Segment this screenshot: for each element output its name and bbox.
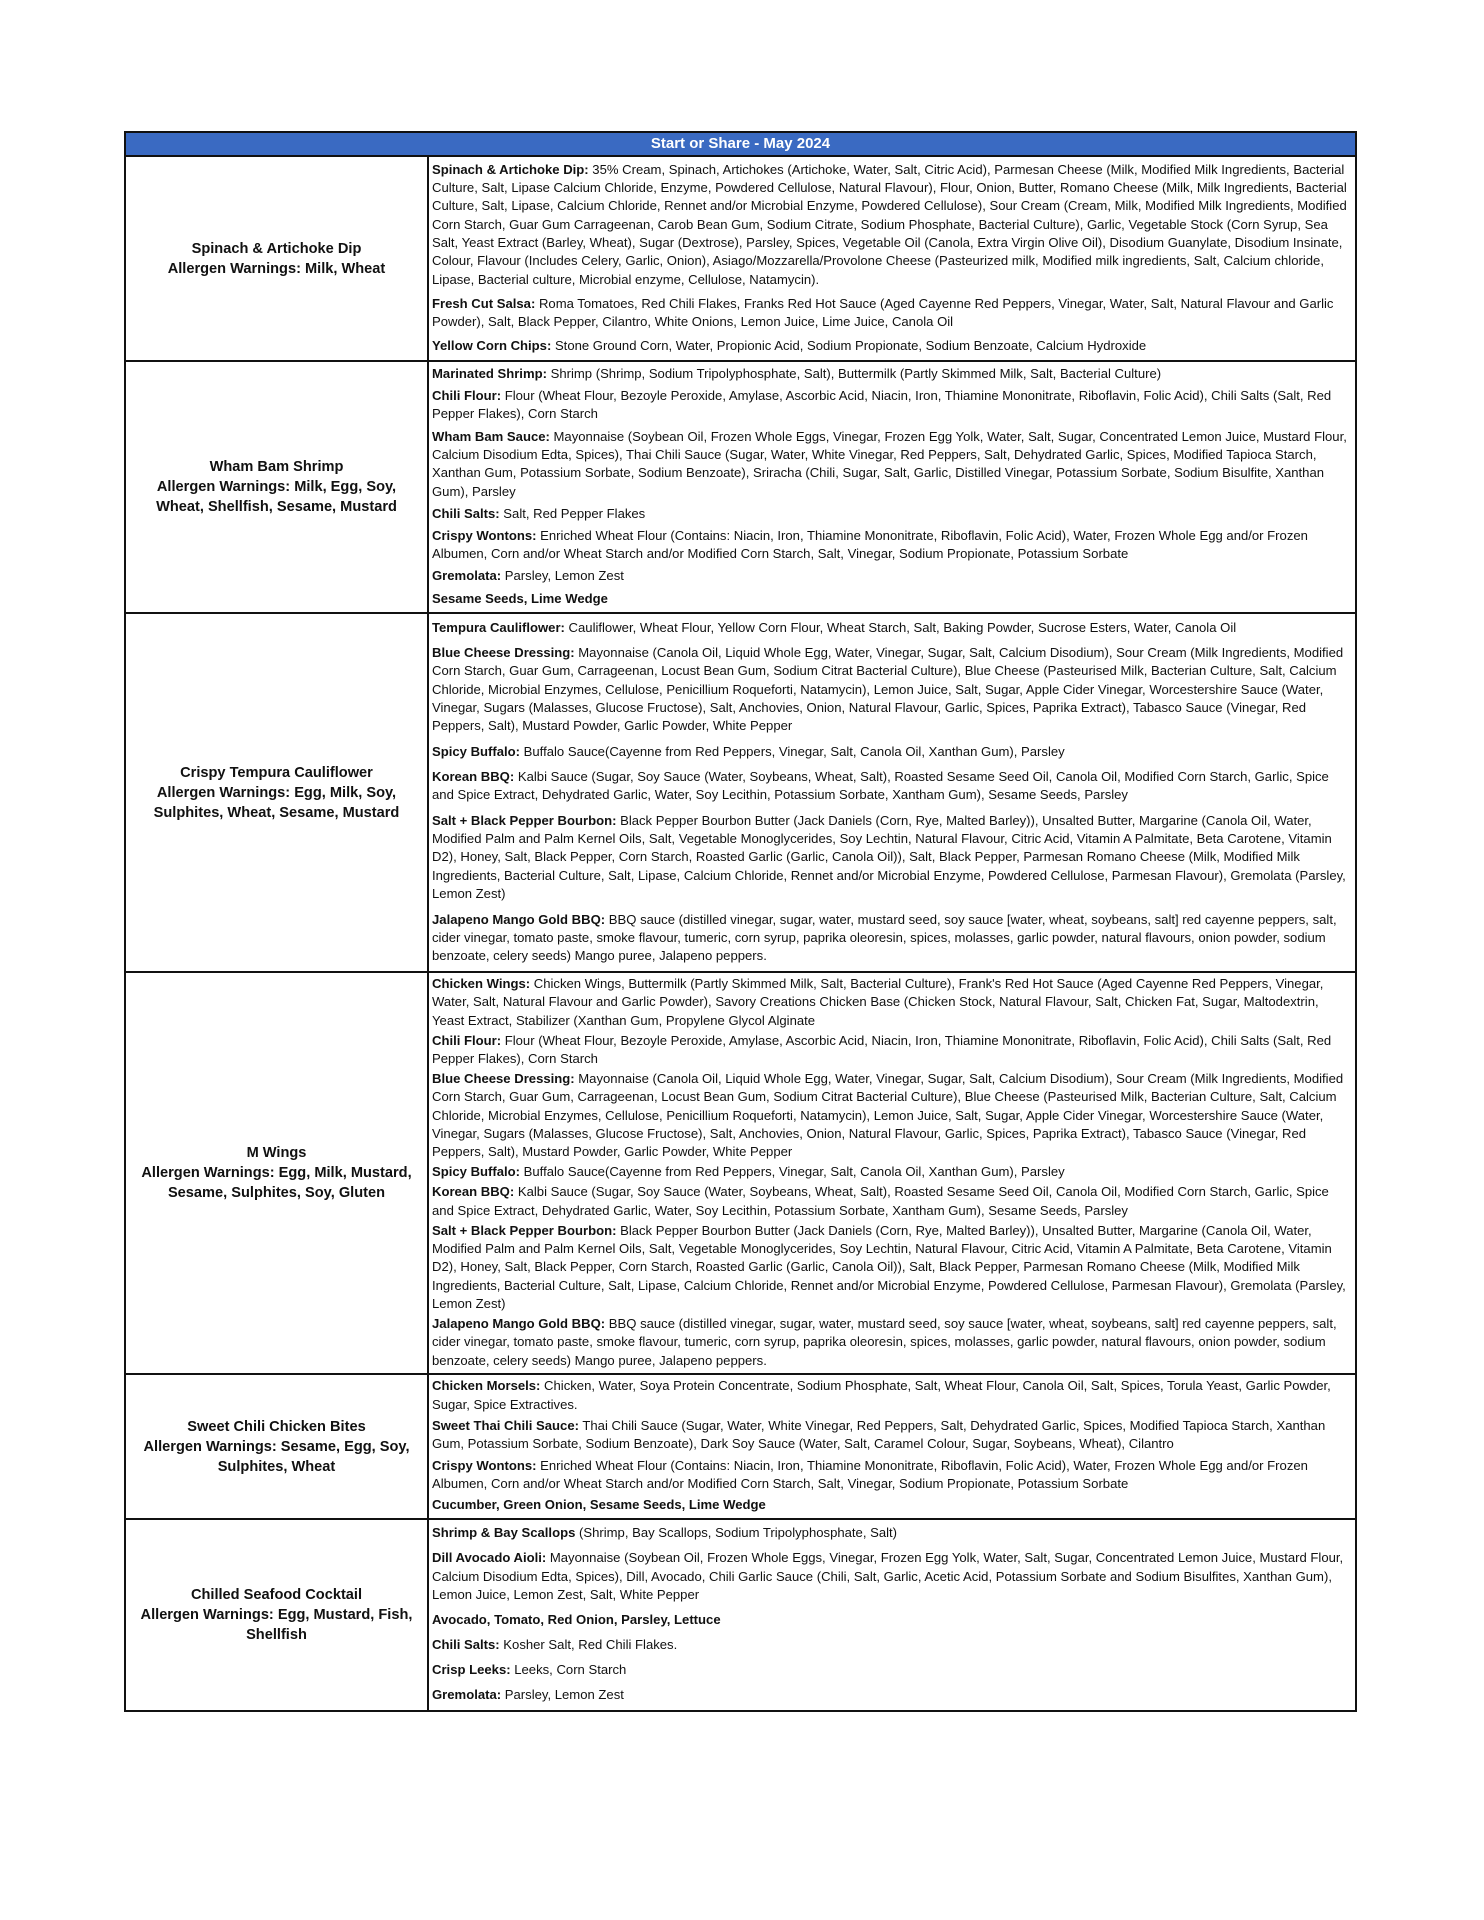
table-row [126,973,1355,1375]
ingredient-entry [432,1377,1352,1414]
component-ingredients: Shrimp (Shrimp, Sodium Tripolyphosphate, Salt), Buttermilk (Partly Skimmed Milk, Salt, Bacterial Culture) [546,365,1162,381]
component-ingredients: Chicken Wings, Buttermilk (Partly Skimmed Milk, Salt, Bacterial Culture), Frank's Red Hot Sauce (Aged Cayenne Red Peppers, Vinegar, Water, Salt, Natural Flavour and Garlic Powder), Savory Creations Chicken Base (Chicken Stock, Natural Flavour, Salt, Chicken Fat, Sugar, Maltodextrin, Yeast Extract, Stabilizer (Xanthan Gum, Propylene Glycol Alginate [432,975,1324,1028]
component-ingredients: Enriched Wheat Flour (Contains: Niacin, Iron, Thiamine Mononitrate, Riboflavin, Folic Acid), Water, Frozen Whole Egg and/or Frozen Albumen, Corn and/or Wheat Starch and/or Modified Corn Starch, Salt, Vinegar, Sodium Propionate, Potassium Sorbate [432,1457,1308,1491]
ingredient-entry [432,1417,1352,1454]
component-label: Chili Flour: [432,388,502,404]
component-label: Spinach & Artichoke Dip: [432,161,589,177]
menu-item-cell [126,1375,429,1518]
ingredient-entry [432,337,1352,355]
ingredient-entry [432,1183,1352,1220]
component-label: Chili Flour: [432,1032,502,1048]
component-ingredients: Kalbi Sauce (Sugar, Soy Sauce (Water, Soybeans, Wheat, Salt), Roasted Sesame Seed Oil, Canola Oil, Modified Corn Starch, Garlic, Spice and Spice Extract, Dehydrated Garlic, Water, Soy Lecithin, Potassium Sorbate, Xantham Gum), Sesame Seeds, Parsley [432,1184,1329,1218]
ingredients-cell [429,973,1355,1373]
ingredient-entry [432,1070,1352,1161]
allergen-warning-line: Shellfish [246,1627,307,1643]
ingredients-cell [429,362,1355,612]
component-ingredients: Kalbi Sauce (Sugar, Soy Sauce (Water, Soybeans, Wheat, Salt), Roasted Sesame Seed Oil, Canola Oil, Modified Corn Starch, Garlic, Spice and Spice Extract, Dehydrated Garlic, Water, Soy Lecithin, Potassium Sorbate, Xantham Gum), Sesame Seeds, Parsley [432,769,1329,803]
allergen-warning-line: Sulphites, Wheat [217,1458,336,1475]
component-ingredients: Salt, Red Pepper Flakes [499,505,646,521]
ingredient-entry [432,1636,1352,1654]
component-label: Crisp Leeks: [432,1662,511,1678]
ingredient-entry [432,387,1352,424]
table-row [126,362,1355,614]
component-label: Crispy Wontons: [432,527,537,543]
component-label: Blue Cheese Dressing: [432,645,575,661]
allergen-warning-line: Allergen Warnings: Egg, Mustard, Fish, [140,1607,413,1623]
ingredient-entry [432,768,1352,805]
component-label: Wham Bam Sauce: [432,428,550,444]
component-label: Sweet Thai Chili Sauce: [432,1418,579,1434]
component-ingredients: Mayonnaise (Canola Oil, Liquid Whole Egg, Water, Vinegar, Sugar, Salt, Calcium Disodium), Sour Cream (Milk Ingredients, Modified Corn Starch, Guar Gum, Carrageenan, Locust Bean Gum, Sodium Citrat Bacterial Culture), Blue Cheese (Pasteurised Milk, Bacterian Culture, Salt, Calcium Chloride, Microbial Enzymes, Cellulose, Penicillium Roqueforti, Natamycin), Lemon Juice, Salt, Sugar, Apple Cider Vinegar, Worcestershire Sauce (Water, Vinegar, Sugars (Malasses, Glucose Fructose), Salt, Anchovies, Onion, Natural Flavour, Garlic, Spices, Paprika Extract), Tabasco Sauce (Vinegar, Red Peppers, Salt), Mustard Powder, Garlic Powder, White Pepper [432,645,1344,734]
table-title: Start or Share - May 2024 [126,133,1355,157]
ingredient-entry [432,1315,1352,1370]
table-row [126,614,1355,973]
component-label: Salt + Black Pepper Bourbon: [432,1222,617,1238]
component-ingredients: Black Pepper Bourbon Butter (Jack Daniels (Corn, Rye, Malted Barley)), Unsalted Butter, Margarine (Canola Oil, Water, Modified Palm and Palm Kernel Oils, Salt, Vegetable Monoglycerides, Soy Lechtin, Natural Flavour, Citric Acid, Vitamin A Palmitate, Beta Carotene, Vitamin D2), Honey, Salt, Black Pepper, Corn Starch, Roasted Garlic (Garlic, Canola Oil)), Salt, Black Pepper, Parmesan Romano Cheese (Milk, Modified Milk Ingredients, Bacterial Culture, Salt, Lipase, Calcium Chloride, Rennet and/or Microbial Enzyme, Powdered Cellulose, Parmesan Flavour), Gremolata (Parsley, Lemon Zest) [432,812,1346,902]
component-ingredients: Chicken, Water, Soya Protein Concentrate, Sodium Phosphate, Salt, Wheat Flour, Canola Oil, Salt, Spices, Torula Yeast, Garlic Powder, Sugar, Spice Extractives. [432,1378,1331,1412]
ingredients-cell [429,1520,1355,1710]
component-ingredients: Mayonnaise (Soybean Oil, Frozen Whole Eggs, Vinegar, Frozen Egg Yolk, Water, Salt, Sugar, Concentrated Lemon Juice, Mustard Flour, Calcium Disodium Edta, Spices), Thai Chili Sauce (Sugar, Water, White Vinegar, Red Peppers, Salt, Dehydrated Garlic, Spices, Modified Tapioca Starch, Xanthan Gum, Potassium Sorbate, Sodium Benzoate), Sriracha (Chili, Sugar, Salt, Garlic, Distilled Vinegar, Potassium Sorbate, Sodium Bisulfite, Xanthan Gum), Parsley [432,428,1347,499]
ingredient-entry [432,911,1352,966]
menu-item-cell [126,157,429,360]
component-label: Dill Avocado Aioli: [432,1550,547,1566]
ingredient-entry [432,428,1352,501]
ingredient-entry [432,1611,1352,1629]
table-body [126,157,1355,1710]
component-label: Chicken Wings: [432,975,531,991]
component-ingredients: Mayonnaise (Canola Oil, Liquid Whole Egg, Water, Vinegar, Sugar, Salt, Calcium Disodium), Sour Cream (Milk Ingredients, Modified Corn Starch, Guar Gum, Carrageenan, Locust Bean Gum, Sodium Citrat Bacterial Culture), Blue Cheese (Pasteurised Milk, Bacterian Culture, Salt, Calcium Chloride, Microbial Enzymes, Cellulose, Penicillium Roqueforti, Natamycin), Lemon Juice, Salt, Sugar, Apple Cider Vinegar, Worcestershire Sauce (Water, Vinegar, Sugars (Malasses, Glucose Fructose), Salt, Anchovies, Onion, Natural Flavour, Garlic, Spices, Paprika Extract), Tabasco Sauce (Vinegar, Red Peppers, Salt), Mustard Powder, Garlic Powder, White Pepper [432,1071,1344,1160]
component-ingredients: (Shrimp, Bay Scallops, Sodium Tripolyphosphate, Salt) [575,1525,898,1541]
component-ingredients: BBQ sauce (distilled vinegar, sugar, water, mustard seed, soy sauce [water, wheat, soybeans, salt] red cayenne peppers, salt, cider vinegar, tomato paste, smoke flavour, tumeric, corn syrup, paprika oleoresin, spices, molasses, garlic powder, natural flavours, onion powder, sodium benzoate, celery seeds) Mango puree, Jalapeno peppers. [432,911,1337,964]
component-label: Yellow Corn Chips: [432,337,552,353]
component-label: Salt + Black Pepper Bourbon: [432,812,617,828]
allergen-warning-line: Allergen Warnings: Milk, Wheat [167,260,386,277]
component-ingredients: Roma Tomatoes, Red Chili Flakes, Franks Red Hot Sauce (Aged Cayenne Red Peppers, Vinegar, Water, Salt, Natural Flavour and Garlic Powder), Salt, Black Pepper, Cilantro, White Onions, Lemon Juice, Lime Juice, Canola Oil [432,295,1334,329]
component-label: Spicy Buffalo: [432,743,521,759]
component-label: Fresh Cut Salsa: [432,295,536,311]
component-ingredients: BBQ sauce (distilled vinegar, sugar, water, mustard seed, soy sauce [water, wheat, soybeans, salt] red cayenne peppers, salt, cider vinegar, tomato paste, smoke flavour, tumeric, corn syrup, paprika oleoresin, spices, molasses, garlic powder, natural flavours, onion powder, sodium benzoate, celery seeds) Mango puree, Jalapeno peppers. [432,1316,1337,1368]
ingredient-entry [432,1686,1352,1704]
menu-item-cell [126,1520,429,1710]
component-label: Chili Salts: [432,505,500,521]
component-label: Blue Cheese Dressing: [432,1071,575,1087]
component-ingredients: Black Pepper Bourbon Butter (Jack Daniels (Corn, Rye, Malted Barley)), Unsalted Butter, Margarine (Canola Oil, Water, Modified Palm and Palm Kernel Oils, Salt, Vegetable Monoglycerides, Soy Lechtin, Natural Flavour, Citric Acid, Vitamin A Palmitate, Beta Carotene, Vitamin D2), Honey, Salt, Black Pepper, Corn Starch, Roasted Garlic (Garlic, Canola Oil)), Salt, Black Pepper, Parmesan Romano Cheese (Milk, Modified Milk Ingredients, Bacterial Culture, Salt, Lipase, Calcium Chloride, Rennet and/or Microbial Enzyme, Powdered Cellulose, Parmesan Flavour), Gremolata (Parsley, Lemon Zest) [432,1222,1346,1312]
component-label: Tempura Cauliflower: [432,619,565,635]
component-ingredients: Flour (Wheat Flour, Bezoyle Peroxide, Amylase, Ascorbic Acid, Niacin, Iron, Thiamine Mononitrate, Riboflavin, Folic Acid), Chili Salts (Salt, Red Pepper Flakes), Corn Starch [432,388,1332,422]
menu-item-name: M Wings [246,1145,307,1161]
ingredient-entry [432,295,1352,332]
menu-item-name: Wham Bam Shrimp [209,459,344,475]
component-label: Chili Salts: [432,1637,500,1653]
ingredient-entry [432,644,1352,735]
allergen-warning-line: Sesame, Sulphites, Soy, Gluten [167,1185,386,1201]
menu-item-cell [126,362,429,612]
component-ingredients: 35% Cream, Spinach, Artichokes (Artichoke, Water, Salt, Citric Acid), Parmesan Cheese (Milk, Modified Milk Ingredients, Bacterial Culture, Salt, Lipase Calcium Chloride, Enzyme, Powdered Cellulose, Natural Flavour), Flour, Onion, Butter, Romano Cheese (Milk, Milk Ingredients, Bacterial Culture, Salt, Lipase, Calcium Chloride, Rennet and/or Microbial Enzyme, Powdered Cellulose), Sour Cream (Cream, Milk, Modified Milk Ingredients, Modified Corn Starch, Guar Gum Carrageenan, Carob Bean Gum, Sodium Citrate, Sodium Phosphate, Bacterial Culture), Garlic, Vegetable Stock (Corn Syrup, Sea Salt, Yeast Extract (Barley, Wheat), Sugar (Dextrose), Parsley, Spices, Vegetable Oil (Canola, Extra Virgin Olive Oil), Disodium Guanylate, Disodium Insinate, Colour, Flavour (Includes Celery, Garlic, Onion), Asiago/Mozzarella/Provolone Cheese (Pasteurized milk, Modified milk ingredients, Salt, Calcium chloride, Lipase, Bacterial culture, Microbial enzyme, Cellulose, Natamycin). [432,161,1347,287]
component-label: Shrimp & Bay Scallops [432,1525,576,1541]
ingredients-cell [429,614,1355,971]
ingredient-entry [432,1524,1352,1542]
menu-item-name: Chilled Seafood Cocktail [190,1587,363,1603]
allergen-warning-line: Allergen Warnings: Milk, Egg, Soy, [156,479,397,495]
ingredient-entry [432,975,1352,1030]
allergen-warning-line: Sulphites, Wheat, Sesame, Mustard [153,804,400,821]
ingredient-entry [432,1457,1352,1494]
component-ingredients: Buffalo Sauce(Cayenne from Red Peppers, Vinegar, Salt, Canola Oil, Xanthan Gum), Parsley [520,1164,1065,1180]
ingredient-entry [432,527,1352,564]
menu-item-name: Spinach & Artichoke Dip [191,240,362,257]
menu-item-name: Sweet Chili Chicken Bites [187,1418,366,1435]
allergen-table [124,131,1357,1712]
component-label: Avocado, Tomato, Red Onion, Parsley, Lettuce [432,1612,721,1628]
component-ingredients: Mayonnaise (Soybean Oil, Frozen Whole Eggs, Vinegar, Frozen Egg Yolk, Water, Salt, Sugar, Concentrated Lemon Juice, Mustard Flour, Calcium Disodium Edta, Spices), Dill, Avocado, Chili Garlic Sauce (Chili, Salt, Garlic, Acetic Acid, Potassium Sorbate and Sodium Bisulfites, Xanthan Gum), Lemon Juice, Lemon Zest, Salt, White Pepper [432,1550,1344,1603]
component-label: Jalapeno Mango Gold BBQ: [432,911,606,927]
ingredient-entry [432,619,1352,637]
ingredient-entry [432,365,1352,383]
ingredient-entry [432,1549,1352,1604]
ingredients-cell [429,157,1355,360]
allergen-warning-line: Allergen Warnings: Sesame, Egg, Soy, [143,1438,410,1455]
table-row [126,157,1355,362]
ingredient-entry [432,505,1352,523]
component-label: Gremolata: [432,568,502,584]
ingredients-cell [429,1375,1355,1518]
ingredient-entry [432,590,1352,608]
ingredient-entry [432,1496,1352,1514]
component-ingredients: Enriched Wheat Flour (Contains: Niacin, Iron, Thiamine Mononitrate, Riboflavin, Folic Acid), Water, Frozen Whole Egg and/or Frozen Albumen, Corn and/or Wheat Starch and/or Modified Corn Starch, Salt, Vinegar, Sodium Propionate, Potassium Sorbate [432,527,1308,562]
ingredient-entry [432,812,1352,903]
component-ingredients: Stone Ground Corn, Water, Propionic Acid, Sodium Propionate, Sodium Benzoate, Calcium Hydroxide [551,337,1147,353]
ingredient-entry [432,743,1352,761]
menu-item-cell [126,973,429,1373]
component-label: Spicy Buffalo: [432,1164,521,1180]
ingredient-entry [432,1163,1352,1181]
component-ingredients: Kosher Salt, Red Chili Flakes. [499,1637,678,1653]
component-ingredients: Thai Chili Sauce (Sugar, Water, White Vinegar, Red Peppers, Salt, Dehydrated Garlic, Spices, Modified Tapioca Starch, Xanthan Gum, Potassium Sorbate, Sodium Benzoate), Dark Soy Sauce (Water, Salt, Caramel Colour, Sugar, Soybeans, Wheat), Cilantro [432,1418,1326,1452]
component-ingredients: Buffalo Sauce(Cayenne from Red Peppers, Vinegar, Salt, Canola Oil, Xanthan Gum), Parsley [520,743,1065,759]
table-row [126,1375,1355,1520]
allergen-warning-line: Allergen Warnings: Egg, Milk, Mustard, [141,1165,412,1181]
ingredient-entry [432,1222,1352,1313]
allergen-warning-line: Wheat, Shellfish, Sesame, Mustard [156,499,397,515]
component-label: Gremolata: [432,1687,502,1703]
component-label: Sesame Seeds, Lime Wedge [432,590,608,606]
ingredient-entry [432,1661,1352,1679]
menu-item-cell [126,614,429,971]
ingredient-entry [432,1032,1352,1069]
component-ingredients: Cauliflower, Wheat Flour, Yellow Corn Flour, Wheat Starch, Salt, Baking Powder, Sucrose Esters, Water, Canola Oil [564,619,1237,635]
component-label: Jalapeno Mango Gold BBQ: [432,1316,606,1332]
menu-item-name: Crispy Tempura Cauliflower [180,764,373,781]
component-label: Korean BBQ: [432,769,515,785]
component-label: Korean BBQ: [432,1184,515,1200]
component-ingredients: Parsley, Lemon Zest [501,568,624,584]
component-label: Chicken Morsels: [432,1378,541,1394]
allergen-warning-line: Allergen Warnings: Egg, Milk, Soy, [156,784,397,801]
component-ingredients: Parsley, Lemon Zest [501,1687,624,1703]
ingredient-entry [432,161,1352,289]
component-ingredients: Flour (Wheat Flour, Bezoyle Peroxide, Amylase, Ascorbic Acid, Niacin, Iron, Thiamine Mononitrate, Riboflavin, Folic Acid), Chili Salts (Salt, Red Pepper Flakes), Corn Starch [432,1032,1332,1066]
component-label: Cucumber, Green Onion, Sesame Seeds, Lime Wedge [432,1497,766,1513]
component-label: Crispy Wontons: [432,1457,537,1473]
component-label: Marinated Shrimp: [432,365,547,381]
component-ingredients: Leeks, Corn Starch [510,1662,627,1678]
table-row [126,1520,1355,1710]
ingredient-entry [432,567,1352,585]
